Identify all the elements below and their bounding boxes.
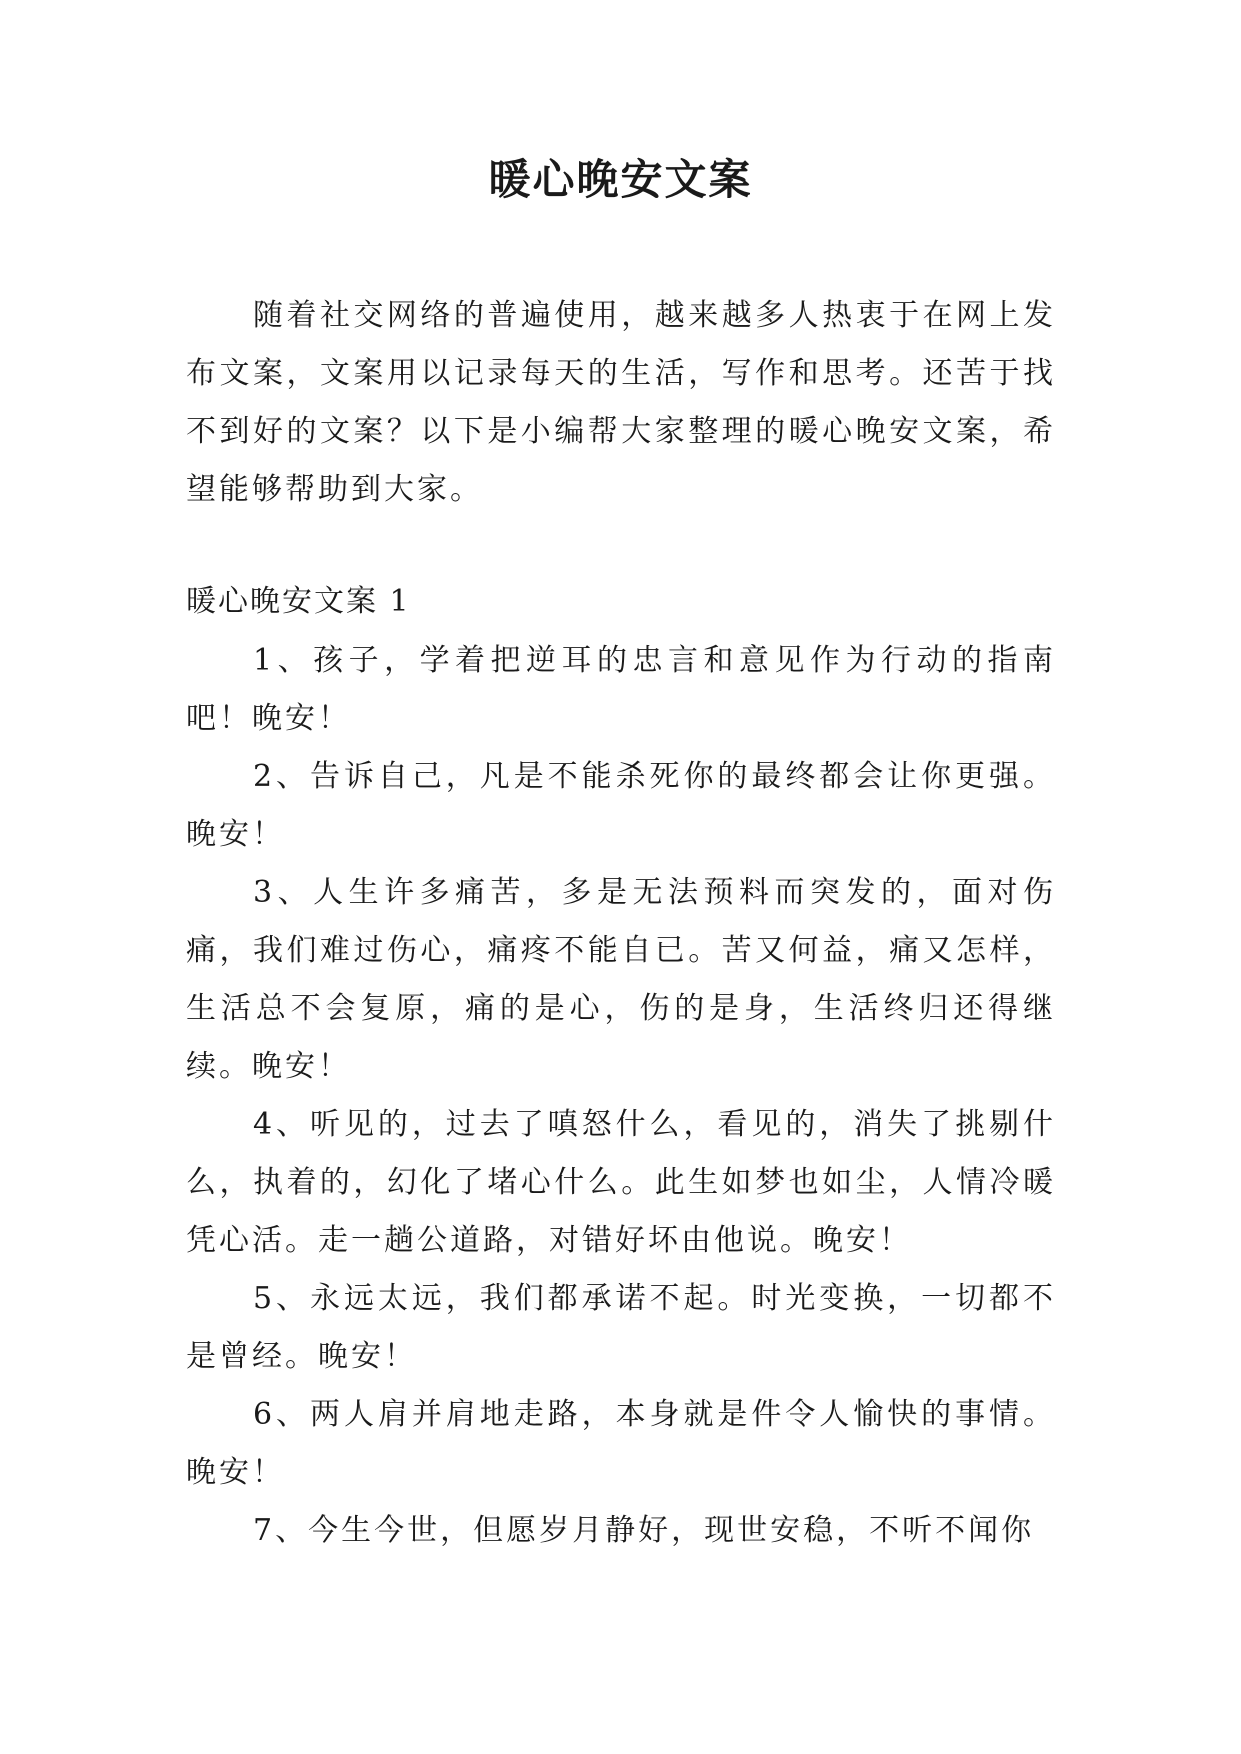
list-item: 3、人生许多痛苦，多是无法预料而突发的，面对伤痛，我们难过伤心，痛疼不能自已。苦又何益，痛又怎样，生活总不会复原，痛的是心，伤的是身，生活终归还得继续。晚安！	[186, 875, 1056, 1084]
list-item: 4、听见的，过去了嗔怒什么，看见的，消失了挑剔什么，执着的，幻化了堵心什么。此生如梦也如尘，人情冷暖凭心活。走一趟公道路，对错好坏由他说。晚安！	[186, 1107, 1056, 1258]
list-item: 1、孩子，学着把逆耳的忠言和意见作为行动的指南吧！晚安！	[186, 643, 1056, 736]
section-heading: 暖心晚安文案 1	[186, 584, 411, 619]
document-title: 暖心晚安文案	[488, 155, 753, 204]
list-item: 7、今生今世，但愿岁月静好，现世安稳，不听不闻你	[253, 1513, 1035, 1548]
item-list	[186, 632, 1056, 1560]
list-item: 6、两人肩并肩地走路，本身就是件令人愉快的事情。晚安！	[186, 1397, 1056, 1490]
intro-paragraph: 随着社交网络的普遍使用，越来越多人热衷于在网上发布文案，文案用以记录每天的生活，写作和思考。还苦于找不到好的文案？以下是小编帮大家整理的暖心晚安文案，希望能够帮助到大家。	[186, 298, 1056, 507]
list-item: 5、永远太远，我们都承诺不起。时光变换，一切都不是曾经。晚安！	[186, 1281, 1056, 1374]
list-item: 2、告诉自己，凡是不能杀死你的最终都会让你更强。晚安！	[186, 759, 1056, 852]
